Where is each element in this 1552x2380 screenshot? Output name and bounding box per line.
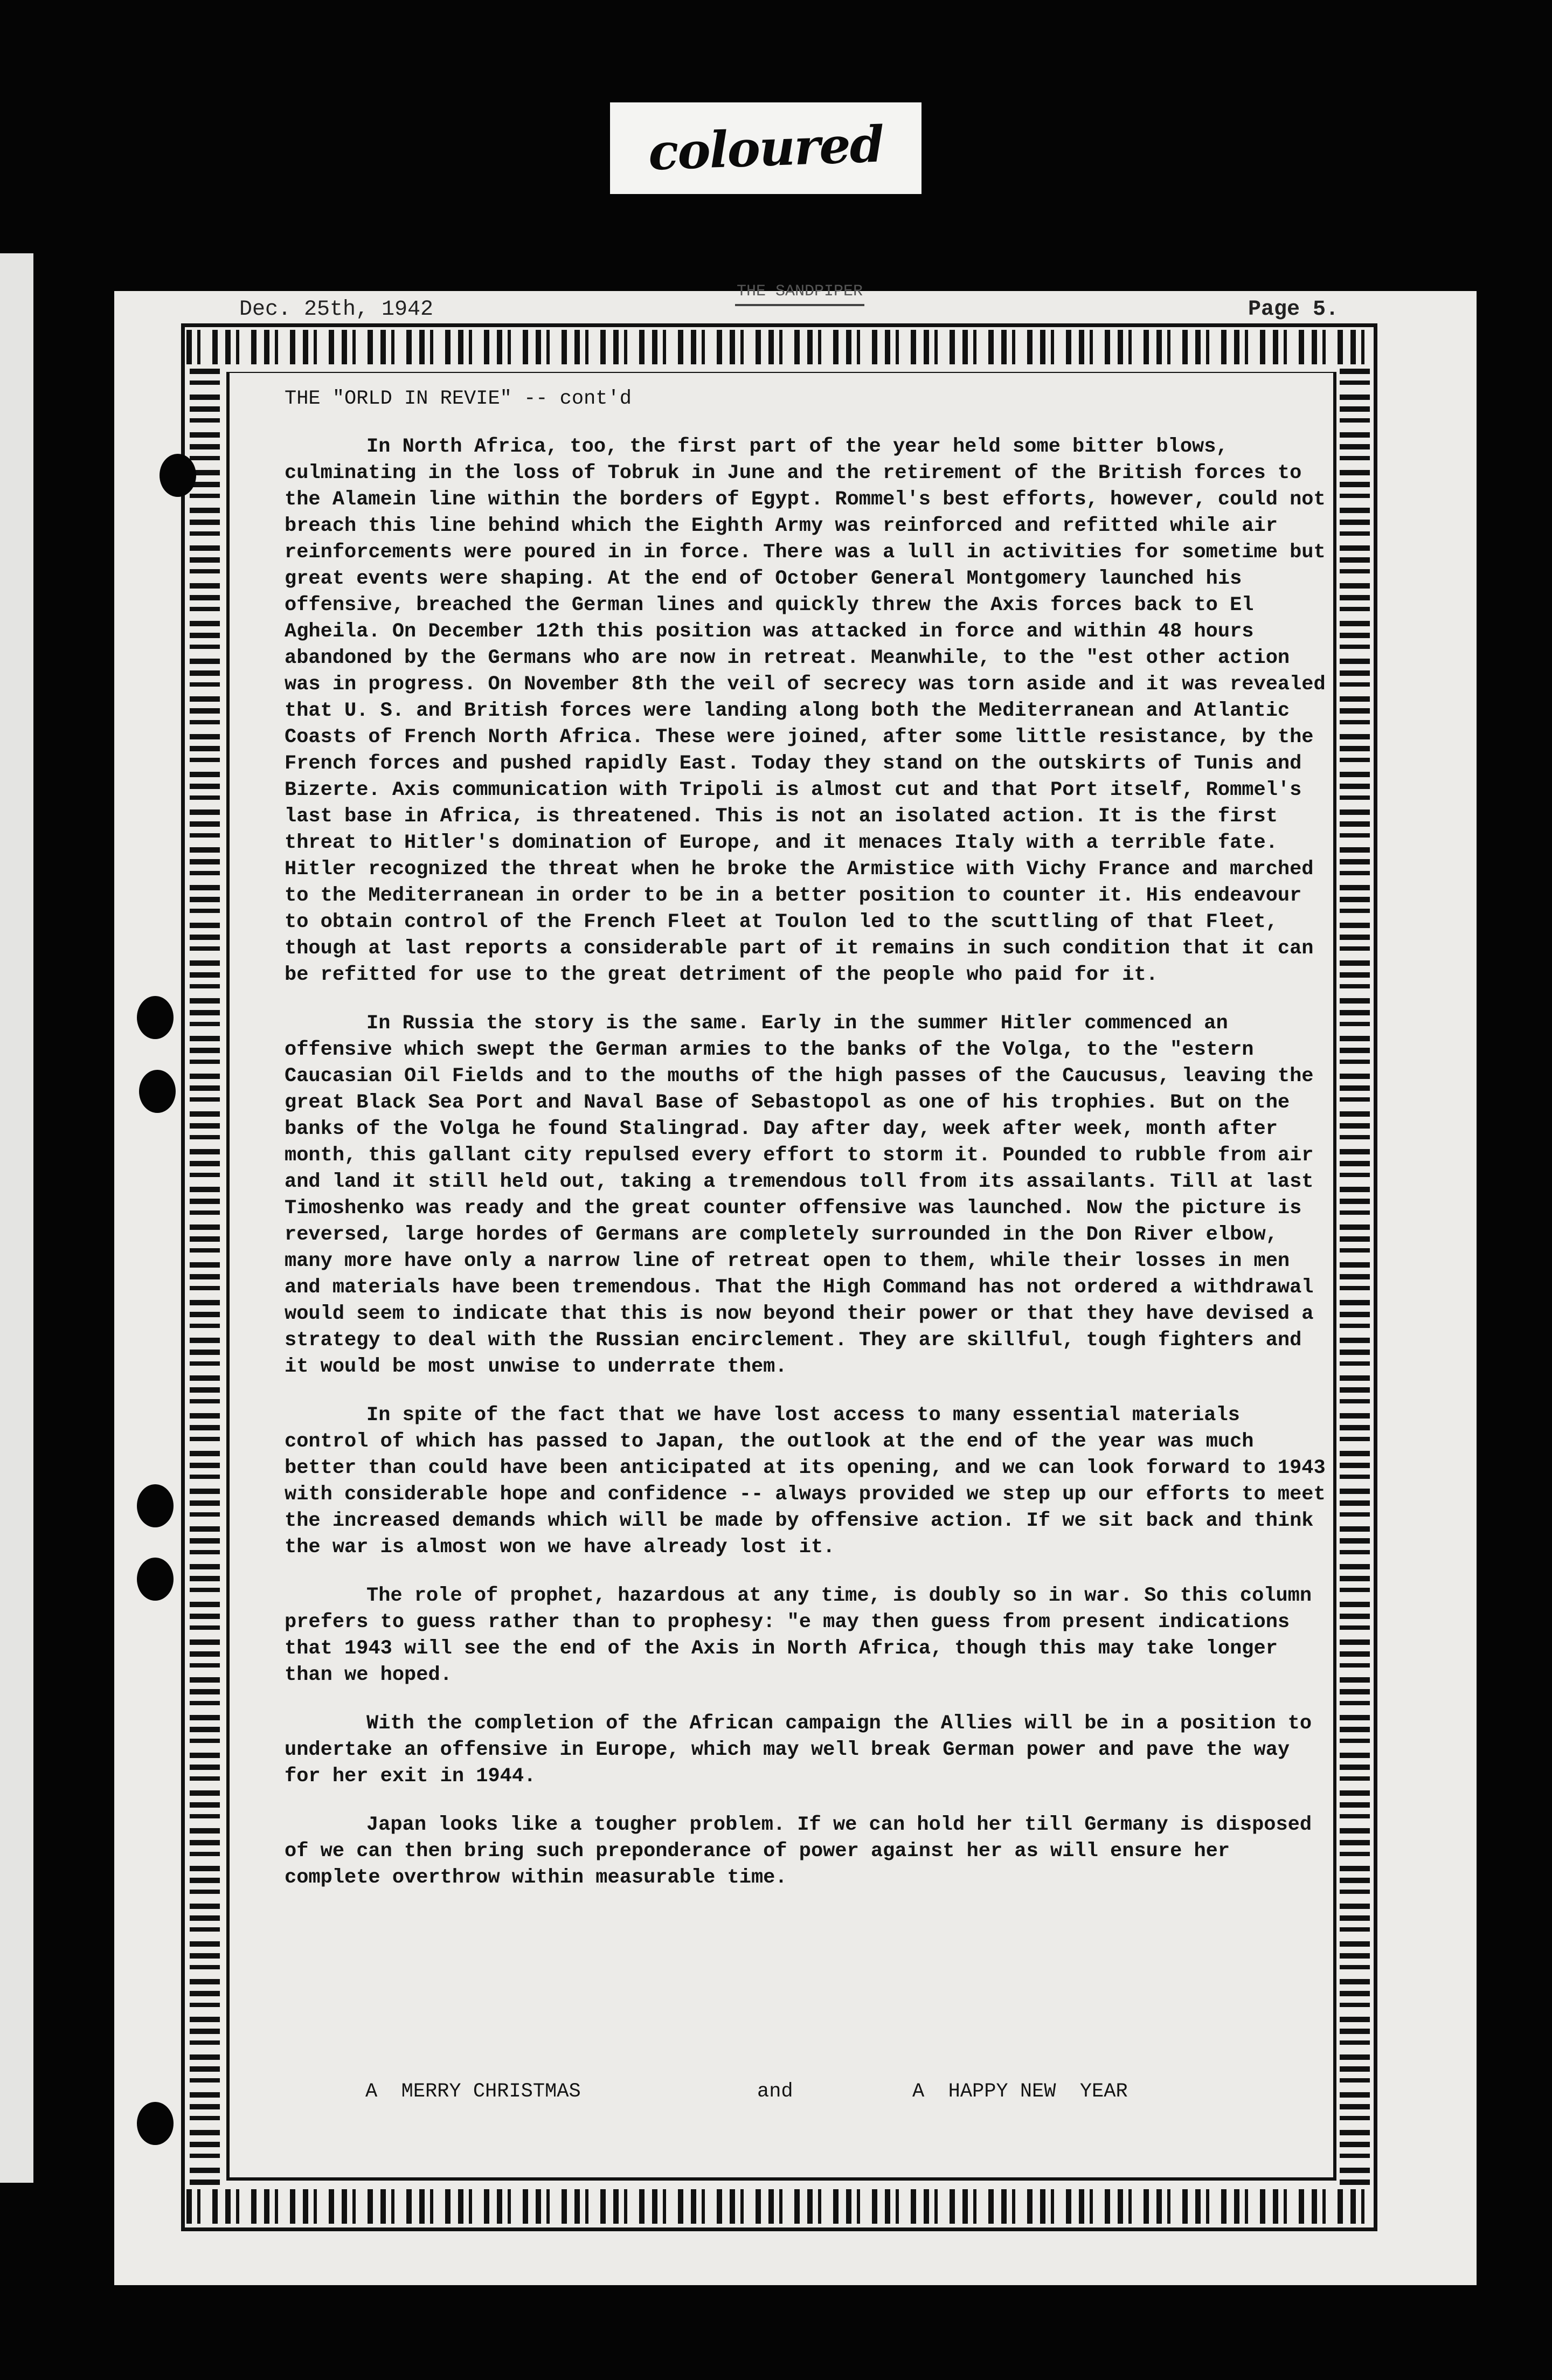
paragraph-outlook: In spite of the fact that we have lost access to many essential materials control of which has passed to Japan, the outlook at the end of the year was much better than could have been anticipated at its opening, and we can look forward to 1943 with considerable hope and confidence -- always provided we step up our efforts to meet the increased demands which will be made by offensive action. If we sit back and think the war is almost won we have already lost it. <box>285 1404 1326 1559</box>
page-date: Dec. 25th, 1942 <box>239 298 434 322</box>
article-body <box>285 386 1335 1891</box>
adjacent-sheet-edge <box>0 253 33 2183</box>
paragraph-prophet: The role of prophet, hazardous at any time, is doubly so in war. So this column prefers to guess rather than to prophesy: "e may then guess from present indications that 1943 will see the end of the Axis in North Africa, though this may take longer than we hoped. <box>285 1585 1312 1686</box>
punch-hole <box>160 454 196 497</box>
greeting-and: and <box>757 2080 793 2103</box>
vine-border-right <box>1340 369 1370 2185</box>
punch-hole <box>139 1070 176 1113</box>
page-number: Page 5. <box>1248 298 1339 322</box>
paragraph-japan: Japan looks like a tougher problem. If we can hold her till Germany is disposed of we can then bring such preponderance of power against her as will ensure her complete overthrow within measurable time. <box>285 1814 1312 1889</box>
punch-hole <box>137 1484 174 1527</box>
page-header <box>126 282 1339 326</box>
label-card-text: coloured <box>647 115 884 182</box>
vine-border-left <box>190 369 220 2185</box>
punch-hole <box>137 1558 174 1601</box>
greeting-new-year: A HAPPY NEW YEAR <box>912 2080 1128 2103</box>
greeting-christmas: A MERRY CHRISTMAS <box>365 2080 581 2103</box>
paragraph-african-campaign: With the completion of the African campaign the Allies will be in a position to undertake an offensive in Europe, which may well break German power and pave the way for her exit in 1944. <box>285 1712 1312 1788</box>
vine-border-bottom <box>186 2189 1372 2224</box>
punch-hole <box>137 996 174 1039</box>
vine-border-top <box>186 330 1372 364</box>
article-heading: THE "ORLD IN REVIE" -- cont'd <box>285 388 632 410</box>
paragraph-russia: In Russia the story is the same. Early in the summer Hitler commenced an offensive which swept the German armies to the banks of the Volga, to the "estern Caucasian Oil Fields and to the mouths of the high passes of the Caucusus, leaving the great Black Sea Port and Naval Base of Sebastopol as one of his trophies. But on the banks of the Volga he found Stalingrad. Day after day, week after week, month after month, this gallant city repulsed every effort to storm it. Pounded to rubble from air and land it still held out, taking a tremendous toll from its assailants. Till at last Timoshenko was ready and the great counter offensive was launched. Now the picture is reversed, large hordes of Germans are completely surrounded in the Don River elbow, many more have only a narrow line of retreat open to them, while their losses in men and materials have been tremendous. That the High Command has not ordered a withdrawal would seem to indicate that this is now beyond their power or that they have devised a strategy to deal with the Russian encirclement. They are skillful, tough fighters and it would be most unwise to underrate them. <box>285 1012 1314 1378</box>
punch-hole <box>137 2102 174 2145</box>
label-card <box>610 102 922 194</box>
paragraph-north-africa: In North Africa, too, the first part of the year held some bitter blows, culminating in the loss of Tobruk in June and the retirement of the British forces to the Alamein line within the borders of Egypt. Rommel's best efforts, however, could not breach this line behind which the Eighth Army was reinforced and refitted while air reinforcements were poured in in force. There was a lull in activities for sometime but great events were shaping. At the end of October General Montgomery launched his offensive, breached the German lines and quickly threw the Axis forces back to El Agheila. On December 12th this position was attacked in force and within 48 hours abandoned by the Germans who are now in retreat. Meanwhile, to the "est other action was in progress. On November 8th the veil of secrecy was torn aside and it was revealed that U. S. and British forces were landing along both the Mediterranean and Atlantic Coasts of French North Africa. These were joined, after some little resistance, by the French forces and pushed rapidly East. Today they stand on the outskirts of Tunis and Bizerte. Axis communication with Tripoli is almost cut and that Port itself, Rommel's last base in Africa, is threatened. This is not an isolated action. It is the first threat to Hitler's domination of Europe, and it menaces Italy with a terrible fate. Hitler recognized the threat when he broke the Armistice with Vichy France and marched to the Mediterranean in order to be in a better position to counter it. His endeavour to obtain control of the French Fleet at Toulon led to the scuttling of that Fleet, though at last reports a considerable part of it remains in such condition that it can be refitted for use to the great detriment of the people who paid for it. <box>285 435 1326 986</box>
masthead-fragment: THE SANDPIPER <box>735 282 864 306</box>
